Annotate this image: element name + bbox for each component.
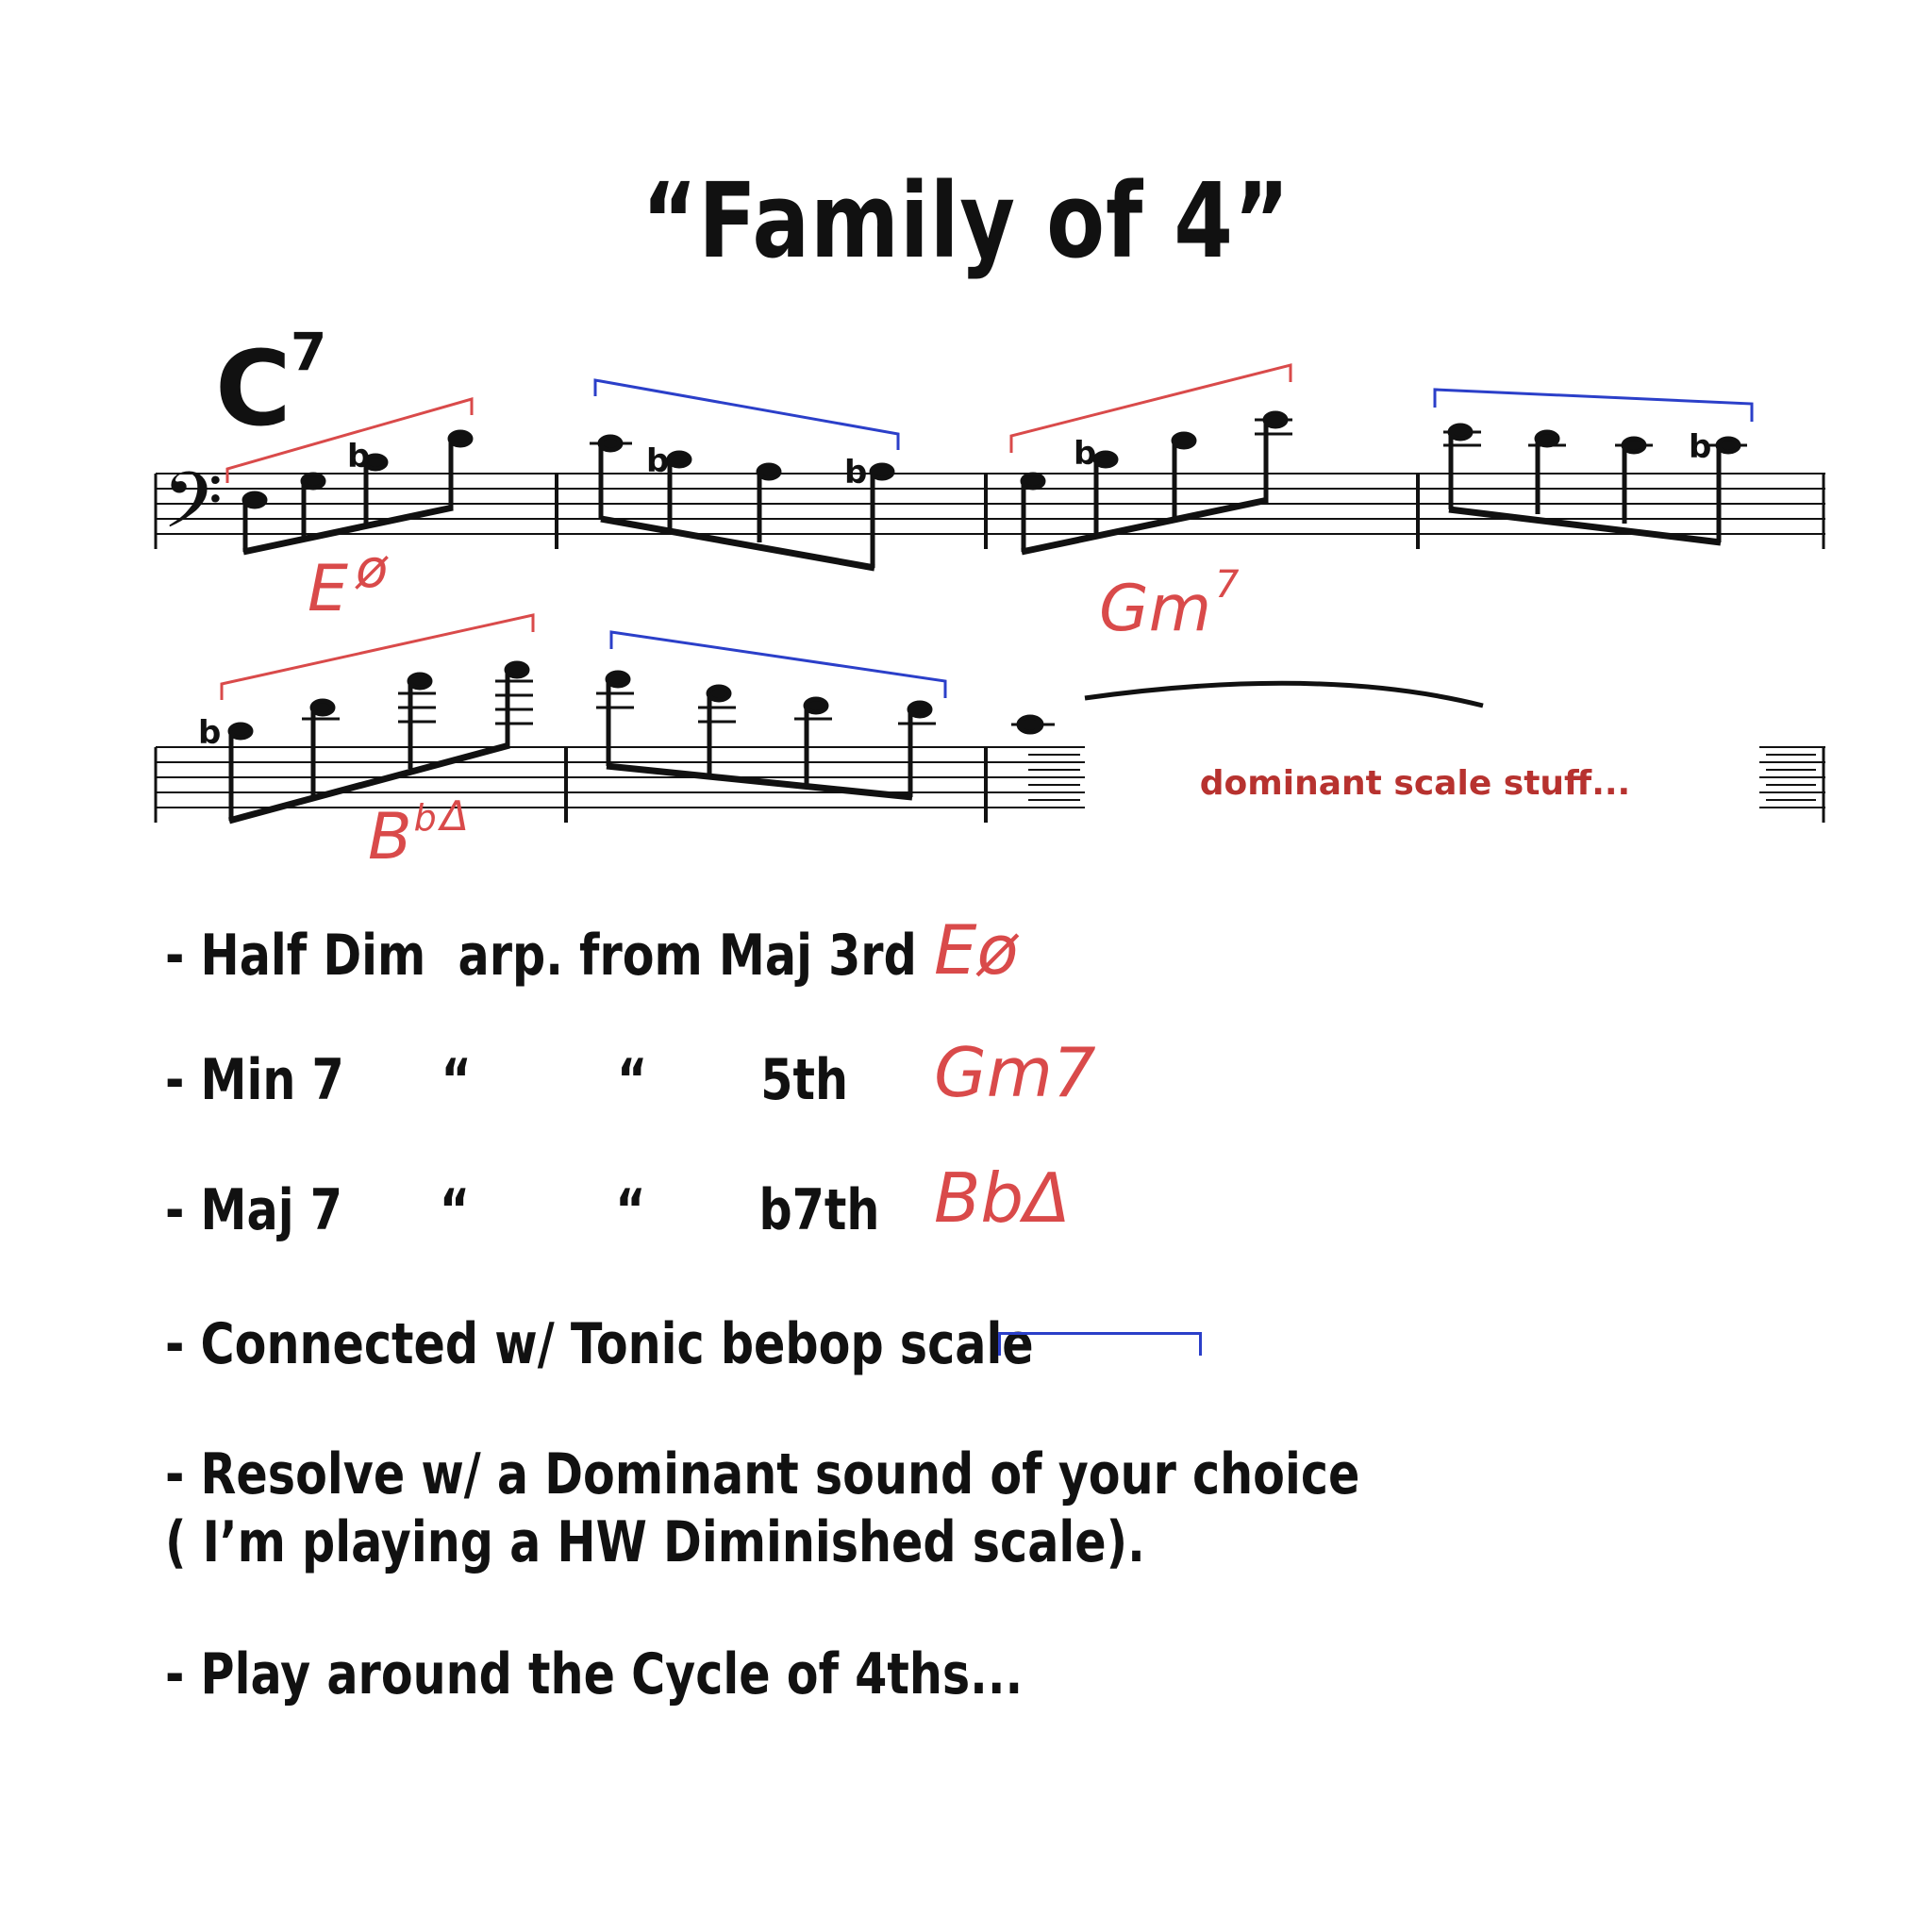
start-chord-extension: 7	[291, 322, 327, 382]
note-resolve: - Resolve w/ a Dominant sound of your choice	[165, 1441, 1360, 1507]
svg-text:b: b	[198, 714, 222, 752]
note-chord-g-minor-7: Gm7	[934, 1033, 1096, 1112]
note-half-dim: - Half Dim arp. from Maj 3rd	[165, 923, 917, 989]
note-chord-b-flat-maj7: BbΔ	[934, 1158, 1071, 1238]
svg-text:b: b	[1074, 435, 1097, 473]
note-hw-diminished: ( I’m playing a HW Diminished scale).	[165, 1509, 1145, 1575]
start-chord-root: C	[215, 328, 291, 449]
measure-2	[590, 437, 892, 568]
note-connected: - Connected w/ Tonic bebop scale	[165, 1311, 1034, 1377]
staff-1	[156, 474, 1825, 549]
svg-text:b: b	[1689, 428, 1712, 466]
measure-3	[1022, 413, 1292, 552]
page-title: “Family of 4”	[641, 160, 1291, 281]
chord-b-flat-maj7: $B^b\Delta$	[368, 792, 469, 874]
measure-4	[1443, 425, 1747, 542]
measure-6	[596, 673, 936, 797]
bebop-bracket	[1435, 390, 1752, 422]
note-chord-e-half-dim: Eø	[934, 910, 1019, 990]
note-cycle-of-4ths: - Play around the Cycle of 4ths...	[165, 1641, 1024, 1707]
bebop-bracket-legend-icon	[998, 1332, 1202, 1356]
chord-g-minor-7: Gm $^7$	[1099, 563, 1240, 646]
svg-text:b: b	[347, 438, 371, 475]
dominant-scale-label: dominant scale stuff...	[1199, 764, 1631, 803]
svg-text:b: b	[646, 442, 670, 480]
arpeggio-bracket	[222, 615, 533, 700]
bebop-bracket	[611, 632, 945, 698]
bebop-bracket	[595, 380, 898, 450]
note-min7: - Min 7 “ “ 5th	[165, 1047, 849, 1113]
note-maj7: - Maj 7 “ “ b7th	[165, 1177, 880, 1243]
bass-clef-icon: 𝄢	[162, 455, 224, 565]
chord-e-half-dim: E $^ø$	[308, 539, 389, 626]
measure-5	[198, 663, 533, 821]
svg-text:b: b	[844, 454, 868, 491]
arpeggio-bracket	[1011, 365, 1291, 453]
